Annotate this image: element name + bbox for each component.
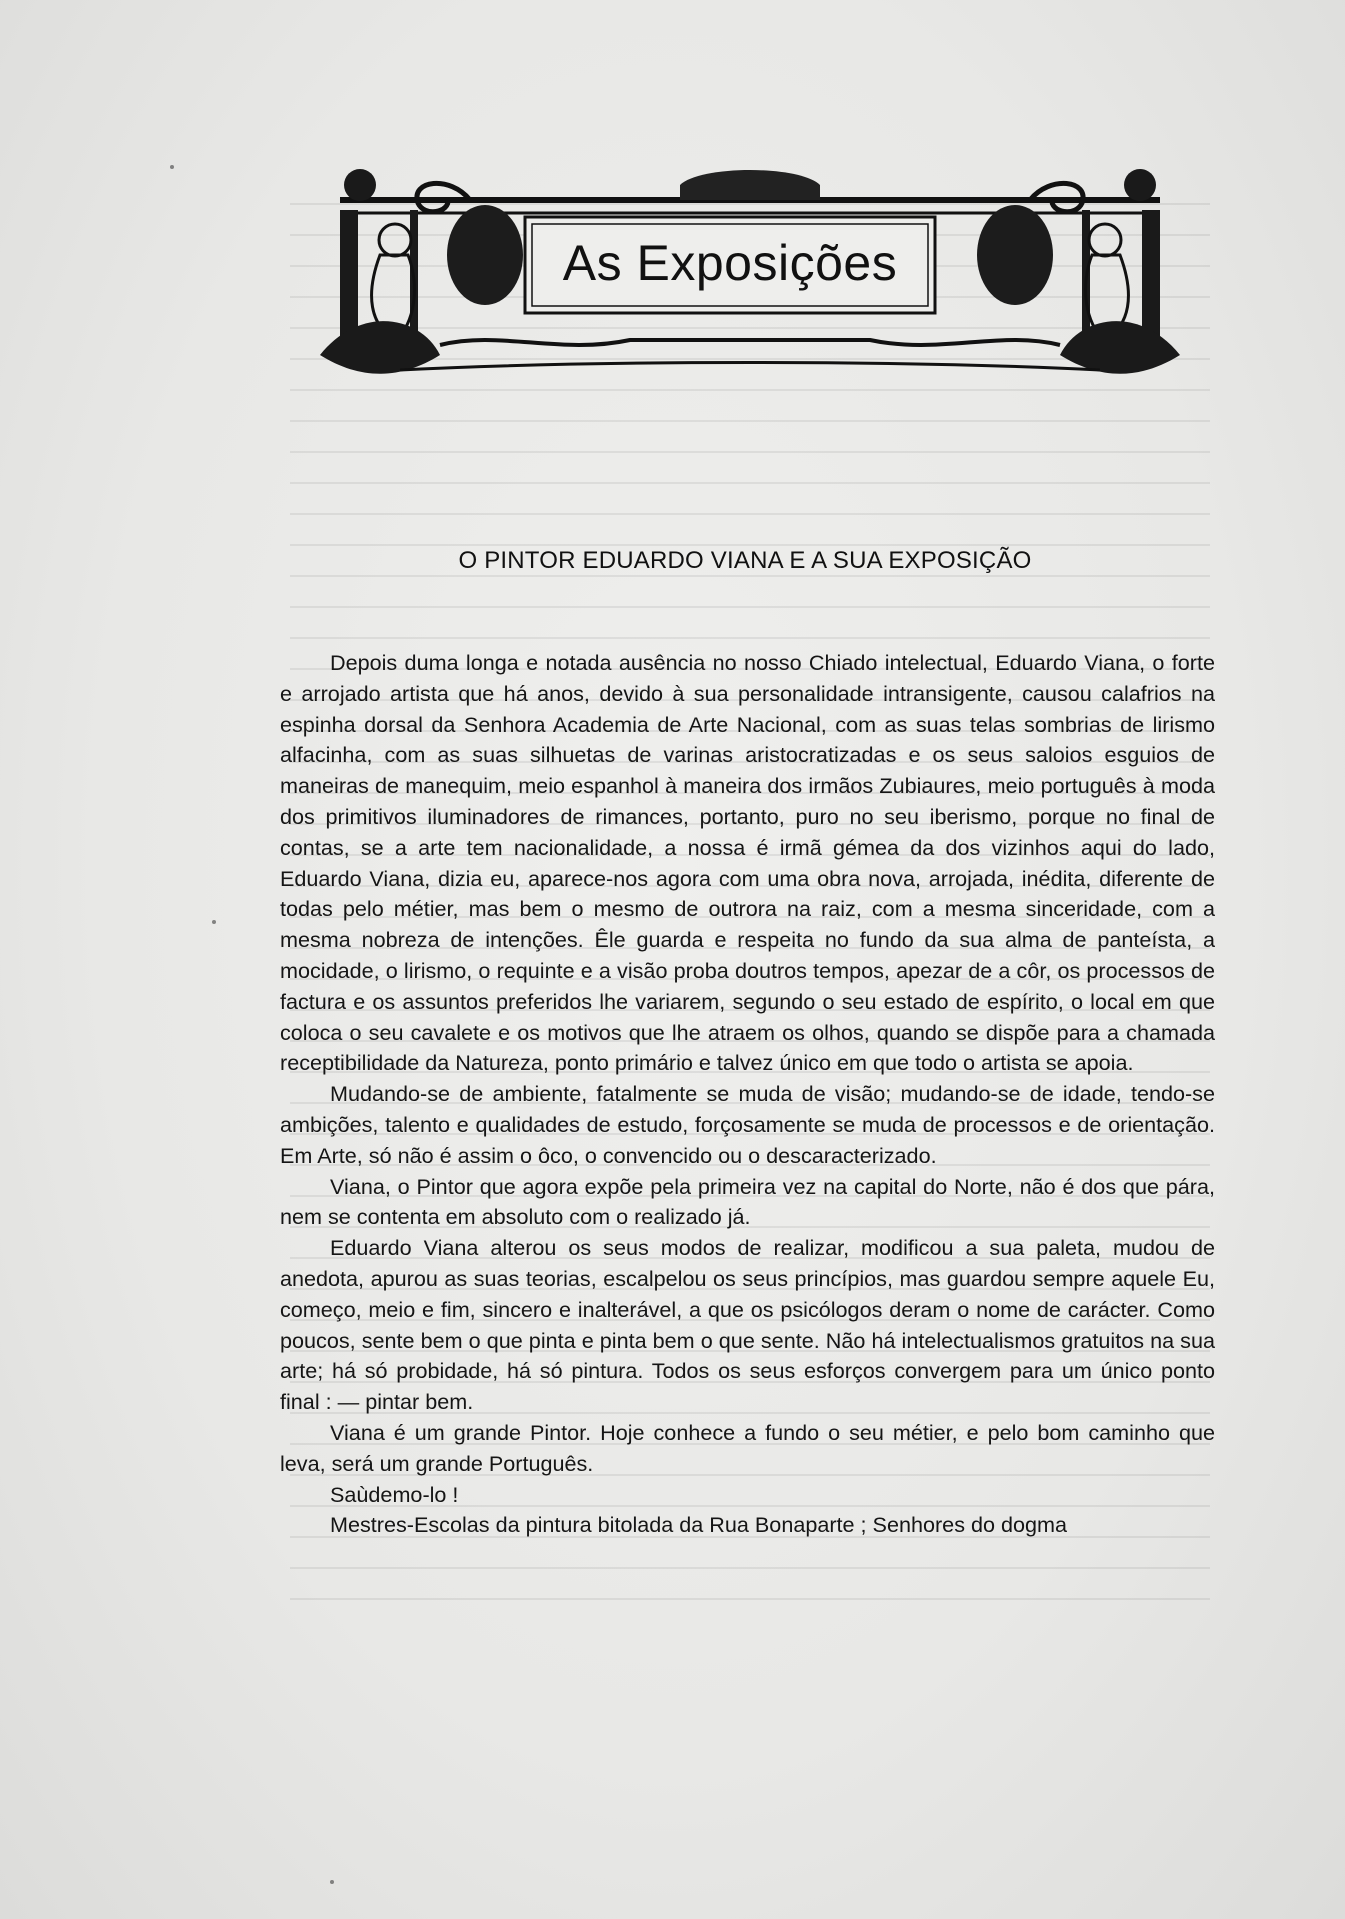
paper-speck [212,920,216,924]
paragraph: Mestres-Escolas da pintura bitolada da Rua Bonaparte ; Senhores do dogma [330,1512,1068,1538]
paragraph: Mudando-se de ambiente, fatalmente se muda de visão; mudando-se de idade, tendo-se ambições, talento e qualidades de estudo, forçosamente se muda de processos e de orientação. Em Arte, só não é assim o ôco, o convencido ou o descaracterizado. [280,1081,1215,1168]
paragraph: Viana é um grande Pintor. Hoje conhece a fundo o seu métier, e pelo bom caminho que leva, será um grande Português. [280,1419,1215,1476]
article-body [280,648,1215,1541]
paper-speck [170,165,174,169]
paragraph: Saùdemo-lo ! [330,1481,459,1507]
paragraph: Eduardo Viana alterou os seus modos de realizar, modificou a sua paleta, mudou de anedota, apurou as suas teorias, escalpelou os seus princípios, mas guardou sempre aquele Eu, começo, meio e fim, sincero e inalterável, a que os psicólogos deram o nome de carácter. Como poucos, sente bem o que pinta e pinta bem o que sente. Não há intelectualismos gratuitos na sua arte; há só probidade, há só pintura. Todos os seus esforços convergem para um único ponto final : — pintar bem. [280,1235,1215,1415]
section-header: As Exposições [562,235,898,291]
paragraph: Depois duma longa e notada ausência no nosso Chiado intelectual, Eduardo Viana, o forte e arrojado artista que há anos, devido à sua personalidade intransigente, causou calafrios na espinha dorsal da Senhora Academia de Arte Nacional, com as suas telas sombrias de lirismo alfacinha, com as suas silhuetas de varinas aristocratizadas e os seus saloios esguios de maneiras de manequim, meio espanhol à maneira dos irmãos Zubiaures, meio português à moda dos primitivos iluminadores de rimances, portanto, puro no seu iberismo, porque no final de contas, se a arte tem nacionalidade, a nossa é irmã gémea da dos vizinhos aqui do lado, Eduardo Viana, dizia eu, aparece-nos agora com uma obra nova, arrojada, inédita, diferente de todas pelo métier, mas bem o mesmo de outrora na raiz, com a mesma sinceridade, com a mesma nobreza de intenções. Êle guarda e respeita no fundo da sua alma de panteísta, a mocidade, o lirismo, o requinte e a visão proba doutros tempos, apezar de a côr, os processos de factura e os assuntos preferidos lhe variarem, segundo o seu estado de espírito, o local em que coloca o seu cavalete e os motivos que lhe atraem os olhos, quando se dispõe para a chamada receptibilidade da Natureza, ponto primário e talvez único em que todo o artista se apoia. [280,650,1215,1076]
paragraph: Viana, o Pintor que agora expõe pela primeira vez na capital do Norte, não é dos que pára, nem se contenta em absoluto com o realizado já. [280,1173,1215,1230]
paper-speck [330,1880,334,1884]
article-title: O PINTOR EDUARDO VIANA E A SUA EXPOSIÇÃO [458,547,1032,574]
